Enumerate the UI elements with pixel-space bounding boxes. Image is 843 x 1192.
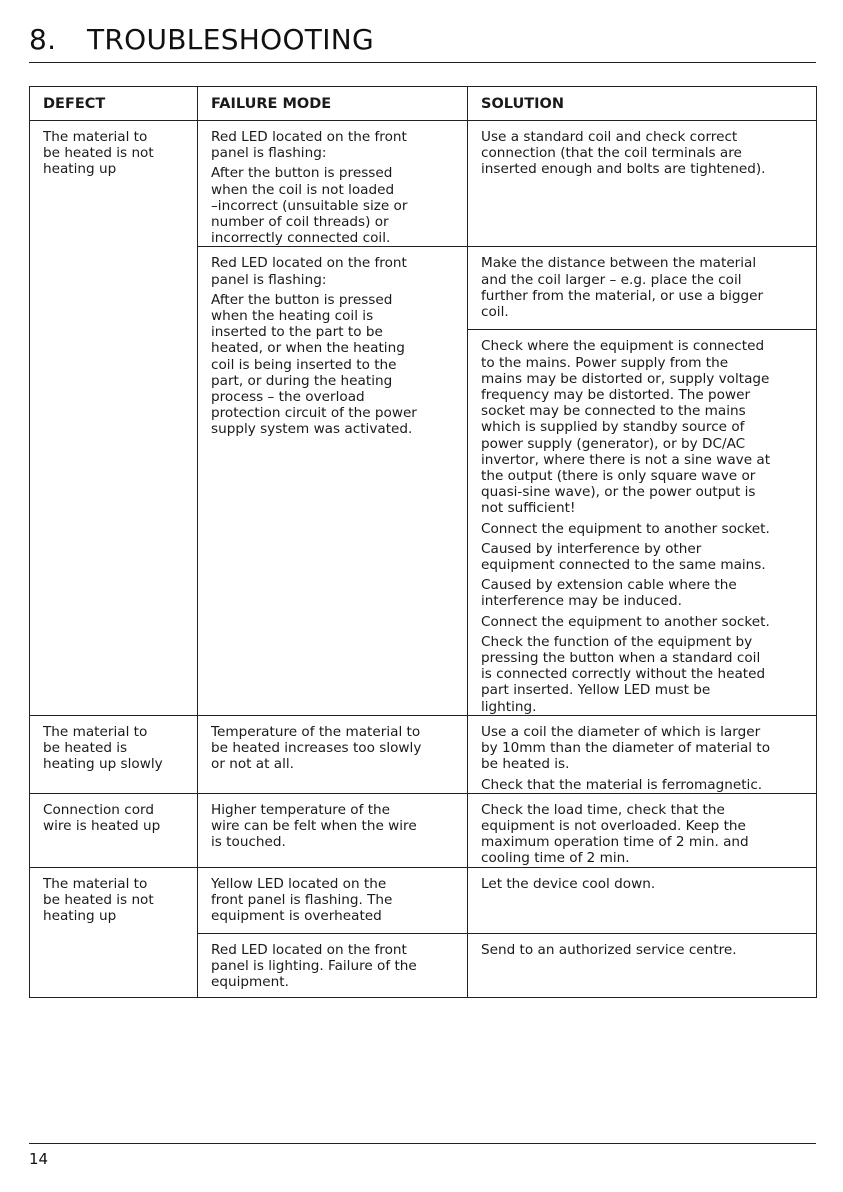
- text-line: equipment connected to the same mains.: [481, 557, 766, 574]
- text-line: equipment.: [211, 973, 289, 990]
- solution-cell: [468, 793, 817, 867]
- failure-mode-cell: [198, 793, 468, 867]
- text-line: process – the overload: [211, 389, 365, 406]
- heading-divider: [29, 62, 816, 63]
- table-row: [30, 121, 817, 247]
- text-line: number of coil threads) or: [211, 214, 389, 231]
- text-line: Red LED located on the front: [211, 255, 407, 272]
- failure-mode-cell: [198, 121, 468, 247]
- text-line: front panel is flashing. The: [211, 891, 393, 908]
- solution-paragraph: [481, 255, 808, 320]
- text-line: not sufficient!: [481, 500, 576, 517]
- failure-mode-paragraph: [211, 165, 459, 246]
- text-line: which is supplied by standby source of: [481, 419, 745, 436]
- solution-cell: [468, 121, 817, 247]
- text-line: Red LED located on the front: [211, 129, 407, 145]
- text-line: heating up: [43, 907, 117, 924]
- text-line: Red LED located on the front: [211, 941, 407, 958]
- header-defect: DEFECT: [30, 87, 198, 121]
- text-line: be heated is.: [481, 756, 570, 773]
- solution-cell: [468, 933, 817, 997]
- text-line: Check that the material is ferromagnetic.: [481, 776, 763, 793]
- text-line: panel is lighting. Failure of the: [211, 957, 417, 974]
- text-line: interference may be induced.: [481, 593, 682, 610]
- text-line: The material to: [43, 129, 148, 145]
- text-line: incorrectly connected coil.: [211, 230, 391, 247]
- text-line: inserted enough and bolts are tightened).: [481, 161, 766, 178]
- text-line: Caused by extension cable where the: [481, 577, 737, 594]
- solution-paragraph: [481, 876, 808, 892]
- failure-mode-cell: [198, 247, 468, 715]
- table-row: [30, 715, 817, 793]
- section-number: 8.: [29, 23, 57, 56]
- text-line: Check where the equipment is connected: [481, 338, 765, 355]
- text-line: frequency may be distorted. The power: [481, 387, 751, 404]
- failure-mode-cell: [198, 933, 468, 997]
- header-solution: SOLUTION: [468, 87, 817, 121]
- section-heading: [29, 22, 374, 58]
- text-line: the output (there is only square wave or: [481, 468, 756, 485]
- solution-paragraph: [481, 129, 808, 178]
- text-line: quasi-sine wave), or the power output is: [481, 484, 756, 501]
- text-line: equipment is overheated: [211, 907, 382, 924]
- failure-mode-cell: [198, 715, 468, 793]
- solution-cell: [468, 247, 817, 330]
- solution-cell: [468, 867, 817, 933]
- text-line: panel is flashing:: [211, 145, 327, 162]
- text-line: Send to an authorized service centre.: [481, 941, 737, 958]
- failure-mode-paragraph: [211, 942, 459, 991]
- defect-text: [43, 802, 189, 834]
- solution-paragraph: [481, 724, 808, 773]
- text-line: Connect the equipment to another socket.: [481, 613, 770, 630]
- failure-mode-cell: [198, 867, 468, 933]
- text-line: coil is being inserted to the: [211, 356, 397, 373]
- defect-text: [43, 876, 189, 925]
- failure-mode-paragraph: [211, 255, 459, 287]
- text-line: wire can be felt when the wire: [211, 817, 417, 834]
- table-row: [30, 793, 817, 867]
- text-line: Connect the equipment to another socket.: [481, 520, 770, 537]
- solution-paragraph: [481, 942, 808, 958]
- text-line: when the coil is not loaded: [211, 181, 395, 198]
- text-line: The material to: [43, 723, 148, 740]
- text-line: when the heating coil is: [211, 308, 374, 325]
- solution-paragraph: [481, 614, 808, 630]
- text-line: Check the load time, check that the: [481, 801, 725, 818]
- text-line: is connected correctly without the heated: [481, 666, 766, 683]
- text-line: be heated increases too slowly: [211, 740, 422, 757]
- page-number: 14: [29, 1150, 49, 1168]
- text-line: heating up: [43, 161, 117, 178]
- text-line: or not at all.: [211, 756, 294, 773]
- text-line: Connection cord: [43, 801, 155, 818]
- text-line: Yellow LED located on the: [211, 875, 387, 892]
- failure-mode-paragraph: [211, 129, 459, 161]
- defect-cell: [30, 121, 198, 716]
- text-line: further from the material, or use a bigger: [481, 287, 764, 304]
- text-line: mains may be distorted or, supply voltage: [481, 370, 770, 387]
- text-line: heated, or when the heating: [211, 340, 405, 357]
- text-line: maximum operation time of 2 min. and: [481, 834, 749, 851]
- solution-paragraph: [481, 777, 808, 793]
- text-line: pressing the button when a standard coil: [481, 650, 761, 667]
- table-body: [30, 121, 817, 998]
- text-line: supply system was activated.: [211, 421, 413, 438]
- text-line: After the button is pressed: [211, 291, 393, 308]
- text-line: power supply (generator), or by DC/AC: [481, 435, 746, 452]
- text-line: connection (that the coil terminals are: [481, 145, 742, 162]
- header-failure-mode: FAILURE MODE: [198, 87, 468, 121]
- text-line: invertor, where there is not a sine wave at: [481, 451, 771, 468]
- text-line: equipment is not overloaded. Keep the: [481, 817, 746, 834]
- text-line: –incorrect (unsuitable size or: [211, 197, 408, 214]
- text-line: Temperature of the material to: [211, 723, 421, 740]
- text-line: part, or during the heating: [211, 372, 393, 389]
- text-line: Use a standard coil and check correct: [481, 129, 738, 145]
- text-line: Check the function of the equipment by: [481, 633, 753, 650]
- solution-cell: [468, 330, 817, 715]
- text-line: After the button is pressed: [211, 165, 393, 182]
- failure-mode-paragraph: [211, 292, 459, 438]
- text-line: wire is heated up: [43, 817, 161, 834]
- text-line: protection circuit of the power: [211, 405, 417, 422]
- failure-mode-paragraph: [211, 724, 459, 773]
- section-title: TROUBLESHOOTING: [87, 23, 375, 56]
- solution-paragraph: [481, 577, 808, 609]
- defect-text: [43, 724, 189, 773]
- defect-cell: [30, 715, 198, 793]
- text-line: and the coil larger – e.g. place the coil: [481, 271, 742, 288]
- defect-text: [43, 129, 189, 178]
- text-line: be heated is not: [43, 891, 154, 908]
- text-line: Higher temperature of the: [211, 801, 391, 818]
- defect-cell: [30, 867, 198, 997]
- text-line: Let the device cool down.: [481, 875, 656, 892]
- text-line: cooling time of 2 min.: [481, 850, 630, 867]
- text-line: heating up slowly: [43, 756, 163, 773]
- troubleshooting-table: [29, 86, 817, 998]
- text-line: Caused by interference by other: [481, 540, 702, 557]
- table-row: [30, 867, 817, 933]
- table-header-row: [30, 87, 817, 121]
- text-line: by 10mm than the diameter of material to: [481, 740, 771, 757]
- text-line: lighting.: [481, 698, 537, 715]
- text-line: is touched.: [211, 834, 286, 851]
- failure-mode-paragraph: [211, 802, 459, 851]
- text-line: coil.: [481, 304, 509, 321]
- text-line: be heated is not: [43, 145, 154, 162]
- solution-paragraph: [481, 521, 808, 537]
- solution-paragraph: [481, 802, 808, 867]
- text-line: be heated is: [43, 740, 128, 757]
- footer-divider: [29, 1143, 816, 1144]
- failure-mode-paragraph: [211, 876, 459, 925]
- text-line: to the mains. Power supply from the: [481, 354, 729, 371]
- text-line: Make the distance between the material: [481, 255, 757, 272]
- text-line: part inserted. Yellow LED must be: [481, 682, 711, 699]
- defect-cell: [30, 793, 198, 867]
- text-line: socket may be connected to the mains: [481, 403, 746, 420]
- text-line: panel is flashing:: [211, 271, 327, 288]
- solution-paragraph: [481, 634, 808, 715]
- solution-cell: [468, 715, 817, 793]
- text-line: The material to: [43, 875, 148, 892]
- solution-paragraph: [481, 541, 808, 573]
- text-line: inserted to the part to be: [211, 324, 383, 341]
- text-line: Use a coil the diameter of which is larger: [481, 723, 761, 740]
- solution-paragraph: [481, 338, 808, 516]
